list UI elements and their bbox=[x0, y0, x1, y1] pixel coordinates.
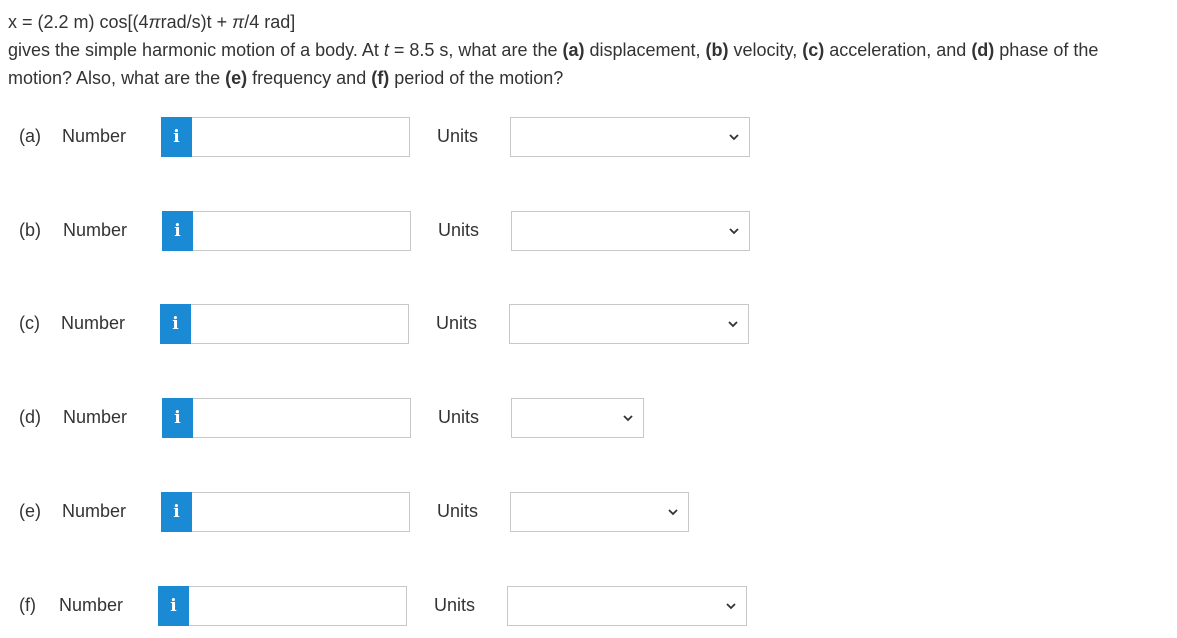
chevron-down-icon bbox=[727, 318, 739, 330]
units-label: Units bbox=[438, 220, 480, 240]
units-select[interactable] bbox=[507, 586, 747, 626]
question-fragment: phase of the bbox=[994, 40, 1099, 60]
units-label: Units bbox=[434, 595, 476, 615]
question-fragment: = 8.5 s, what are the bbox=[388, 40, 563, 60]
part-tag: (c) bbox=[802, 40, 825, 60]
info-icon: i bbox=[170, 596, 177, 616]
number-input[interactable] bbox=[193, 211, 411, 251]
answer-row-e bbox=[0, 491, 1177, 533]
part-label: (c) bbox=[19, 313, 40, 333]
number-label: Number bbox=[61, 313, 126, 333]
answer-row-f bbox=[0, 585, 1177, 627]
info-icon: i bbox=[173, 127, 180, 147]
chevron-down-icon bbox=[728, 225, 740, 237]
question-fragment: gives the simple harmonic motion of a body. At bbox=[8, 40, 384, 60]
question-fragment: motion? Also, what are the bbox=[8, 68, 226, 88]
info-icon: i bbox=[172, 314, 179, 334]
number-input[interactable] bbox=[189, 586, 407, 626]
info-icon: i bbox=[174, 221, 181, 241]
number-input[interactable] bbox=[193, 398, 411, 438]
part-label: (b) bbox=[19, 220, 41, 240]
number-label: Number bbox=[62, 126, 127, 146]
chevron-down-icon bbox=[667, 506, 679, 518]
info-button[interactable] bbox=[161, 492, 192, 532]
part-tag: (a) bbox=[562, 40, 585, 60]
time-variable: t bbox=[383, 40, 389, 60]
question-fragment: acceleration, and bbox=[824, 40, 972, 60]
info-button[interactable] bbox=[160, 304, 191, 344]
units-label: Units bbox=[436, 313, 478, 333]
chevron-down-icon bbox=[622, 412, 634, 424]
part-tag: (e) bbox=[225, 68, 248, 88]
equation-text: rad/s)t + bbox=[160, 12, 233, 32]
units-label: Units bbox=[437, 501, 479, 521]
info-icon: i bbox=[174, 408, 181, 428]
units-select[interactable] bbox=[511, 211, 750, 251]
answer-row-b bbox=[0, 210, 1177, 252]
question-fragment: displacement, bbox=[584, 40, 706, 60]
units-label: Units bbox=[438, 407, 480, 427]
number-label: Number bbox=[63, 407, 128, 427]
question-equation bbox=[8, 8, 1173, 36]
part-label: (f) bbox=[19, 595, 36, 615]
equation-text: /4 rad] bbox=[244, 12, 296, 32]
part-label: (d) bbox=[19, 407, 41, 427]
pi-symbol: π bbox=[148, 12, 161, 32]
part-label: (e) bbox=[19, 501, 41, 521]
chevron-down-icon bbox=[728, 131, 740, 143]
part-label: (a) bbox=[19, 126, 41, 146]
units-label: Units bbox=[437, 126, 479, 146]
number-input[interactable] bbox=[192, 492, 410, 532]
number-input[interactable] bbox=[192, 117, 410, 157]
question-line-2 bbox=[8, 36, 1173, 64]
question-text bbox=[8, 8, 1173, 92]
info-button[interactable] bbox=[161, 117, 192, 157]
question-fragment: period of the motion? bbox=[389, 68, 564, 88]
number-label: Number bbox=[63, 220, 128, 240]
pi-symbol: π bbox=[232, 12, 245, 32]
units-select[interactable] bbox=[510, 492, 689, 532]
info-button[interactable] bbox=[162, 398, 193, 438]
number-label: Number bbox=[59, 595, 124, 615]
part-tag: (b) bbox=[705, 40, 729, 60]
units-select[interactable] bbox=[510, 117, 750, 157]
units-select[interactable] bbox=[511, 398, 644, 438]
info-icon: i bbox=[173, 502, 180, 522]
info-button[interactable] bbox=[158, 586, 189, 626]
answer-row-d bbox=[0, 397, 1177, 439]
answer-row-a bbox=[0, 116, 1177, 158]
info-button[interactable] bbox=[162, 211, 193, 251]
chevron-down-icon bbox=[725, 600, 737, 612]
part-tag: (d) bbox=[971, 40, 995, 60]
question-line-3 bbox=[8, 64, 1173, 92]
answer-row-c bbox=[0, 303, 1177, 345]
number-input[interactable] bbox=[191, 304, 409, 344]
question-fragment: frequency and bbox=[247, 68, 372, 88]
number-label: Number bbox=[62, 501, 127, 521]
question-fragment: velocity, bbox=[728, 40, 803, 60]
equation-text: x = (2.2 m) cos[(4 bbox=[8, 12, 149, 32]
part-tag: (f) bbox=[371, 68, 390, 88]
units-select[interactable] bbox=[509, 304, 749, 344]
